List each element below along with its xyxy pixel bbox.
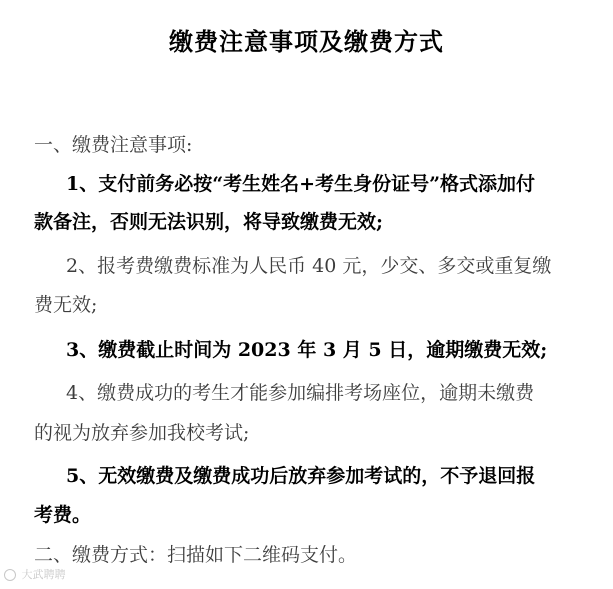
item-1-line-2: 款备注，否则无法识别，将导致缴费无效;	[34, 211, 384, 233]
item-4-line-1: 4、缴费成功的考生才能参加编排考场座位，逾期未缴费	[66, 382, 535, 404]
watermark	[4, 566, 66, 582]
watermark-text: 大武聘聘	[21, 568, 66, 581]
item-1-line-1: 1、支付前务必按“考生姓名+考生身份证号”格式添加付	[66, 173, 535, 195]
item-3-line-1: 3、缴费截止时间为 2023 年 3 月 5 日，逾期缴费无效;	[66, 339, 548, 361]
item-4-line-2: 的视为放弃参加我校考试;	[34, 422, 250, 444]
item-2-line-1: 2、报考费缴费标准为人民币 40 元，少交、多交或重复缴	[66, 255, 552, 277]
section-heading-notes: 一、缴费注意事项:	[34, 134, 193, 156]
watermark-logo-icon	[4, 569, 16, 581]
section-heading-payment-method: 二、缴费方式：扫描如下二维码支付。	[34, 544, 358, 566]
item-2-line-2: 费无效;	[34, 294, 98, 316]
item-5-line-2: 考费。	[34, 504, 92, 526]
item-5-line-1: 5、无效缴费及缴费成功后放弃参加考试的，不予退回报	[66, 465, 536, 487]
document-title: 缴费注意事项及缴费方式	[169, 27, 444, 56]
